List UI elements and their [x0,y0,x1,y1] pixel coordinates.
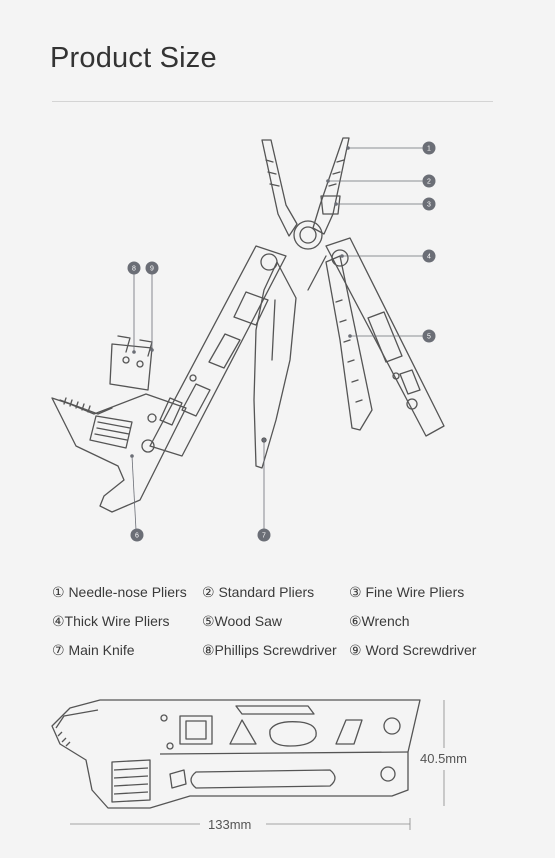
legend-item: ③ Fine Wire Pliers [349,584,465,600]
callout-6-label: 6 [135,532,139,540]
left-handle [148,246,286,456]
folded-tool-side-view [52,700,420,808]
callout-1 [423,142,436,155]
height-dimension: 40.5mm [420,751,467,766]
length-dimension: 133mm [208,817,252,832]
legend-item: ① Needle-nose Pliers [52,584,187,600]
legend-item: ④Thick Wire Pliers [52,613,170,629]
wood-saw [326,256,372,430]
callout-4-label: 4 [427,253,431,261]
callout-4 [423,250,436,263]
legend-item: ⑤Wood Saw [202,613,282,629]
main-knife [254,262,296,468]
callout-6 [131,529,144,542]
screwdriver-bits [110,336,152,390]
callout-2-label: 2 [427,178,431,186]
callout-9 [146,262,159,275]
callout-2 [423,175,436,188]
callout-9-label: 9 [150,265,154,273]
pliers-jaws [262,138,349,249]
page-title: Product Size [50,42,217,74]
legend-item: ⑦ Main Knife [52,642,135,658]
wrench [52,394,186,512]
callout-8 [128,262,141,275]
callout-1-label: 1 [427,145,431,153]
legend-item: ⑥Wrench [349,613,410,629]
callout-5-label: 5 [427,333,431,341]
callout-3 [423,198,436,211]
legend-item: ② Standard Pliers [202,584,315,600]
callout-5 [423,330,436,343]
callout-7 [258,529,271,542]
legend-item: ⑧Phillips Screwdriver [202,642,337,658]
legend-item: ⑨ Word Screwdriver [349,642,477,658]
callout-3-label: 3 [427,201,431,209]
callout-7-label: 7 [262,532,266,540]
callout-8-label: 8 [132,265,136,273]
